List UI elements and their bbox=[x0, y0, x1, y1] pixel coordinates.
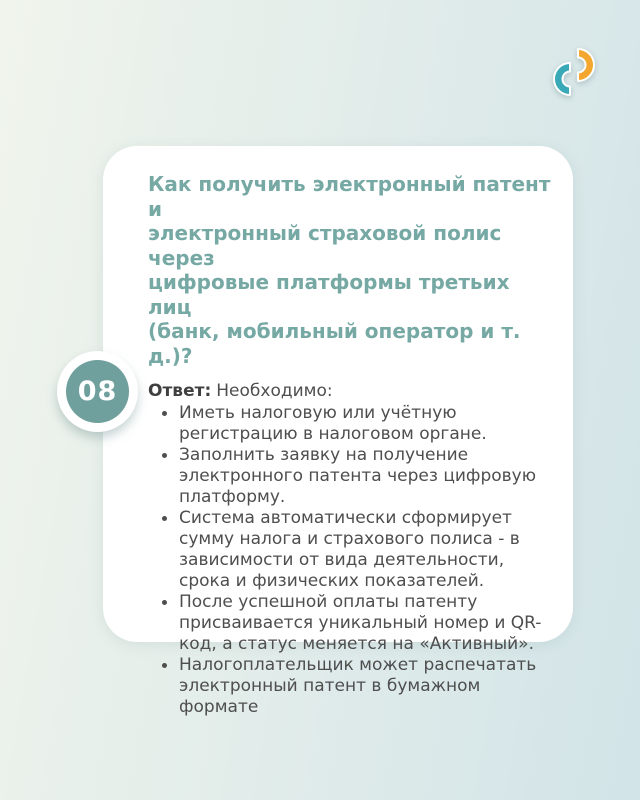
bullet-dot-icon bbox=[162, 411, 167, 416]
question-line: (банк, мобильный оператор и т. д.)? bbox=[148, 319, 521, 368]
logo-yellow-half-icon bbox=[578, 49, 594, 81]
brand-logo bbox=[546, 44, 602, 104]
bullet-dot-icon bbox=[162, 453, 167, 458]
bullet-text: Заполнить заявку на получение электронного патента через цифровую платформу. bbox=[179, 445, 537, 507]
qa-card bbox=[103, 146, 573, 717]
question-number-badge bbox=[57, 351, 138, 432]
bullet-dot-icon bbox=[162, 600, 167, 605]
bullet-dot-icon bbox=[162, 663, 167, 668]
answer-bullet-list bbox=[148, 403, 548, 718]
list-item bbox=[148, 655, 548, 718]
list-item bbox=[148, 403, 548, 445]
list-item bbox=[148, 508, 548, 592]
answer-label: Ответ: bbox=[148, 381, 212, 401]
question-line: Как получить электронный патент и bbox=[148, 172, 551, 221]
bullet-text: Иметь налоговую или учётную регистрацию в налоговом органе. bbox=[179, 403, 487, 444]
brand-logo-icon bbox=[546, 44, 602, 100]
list-item bbox=[148, 445, 548, 508]
answer-intro-line bbox=[148, 380, 553, 402]
bullet-text: Система автоматически сформирует сумму налога и страхового полиса - в зависимости от вида деятельности, срока и физических показателей. bbox=[179, 508, 520, 591]
list-item bbox=[148, 592, 548, 655]
question-line: электронный страховой полис через bbox=[148, 221, 502, 270]
bullet-text: После успешной оплаты патенту присваивается уникальный номер и QR-код, а статус меняется на «Активный». bbox=[179, 592, 542, 654]
answer-intro-text: Необходимо: bbox=[216, 381, 333, 401]
bullet-text: Налогоплательщик может распечатать электронный патент в бумажном формате bbox=[179, 655, 537, 717]
question-line: цифровые платформы третьих лиц bbox=[148, 270, 510, 319]
question-heading bbox=[148, 172, 553, 368]
bullet-dot-icon bbox=[162, 516, 167, 521]
logo-teal-half-icon bbox=[554, 63, 570, 95]
question-number: 08 bbox=[66, 360, 129, 423]
